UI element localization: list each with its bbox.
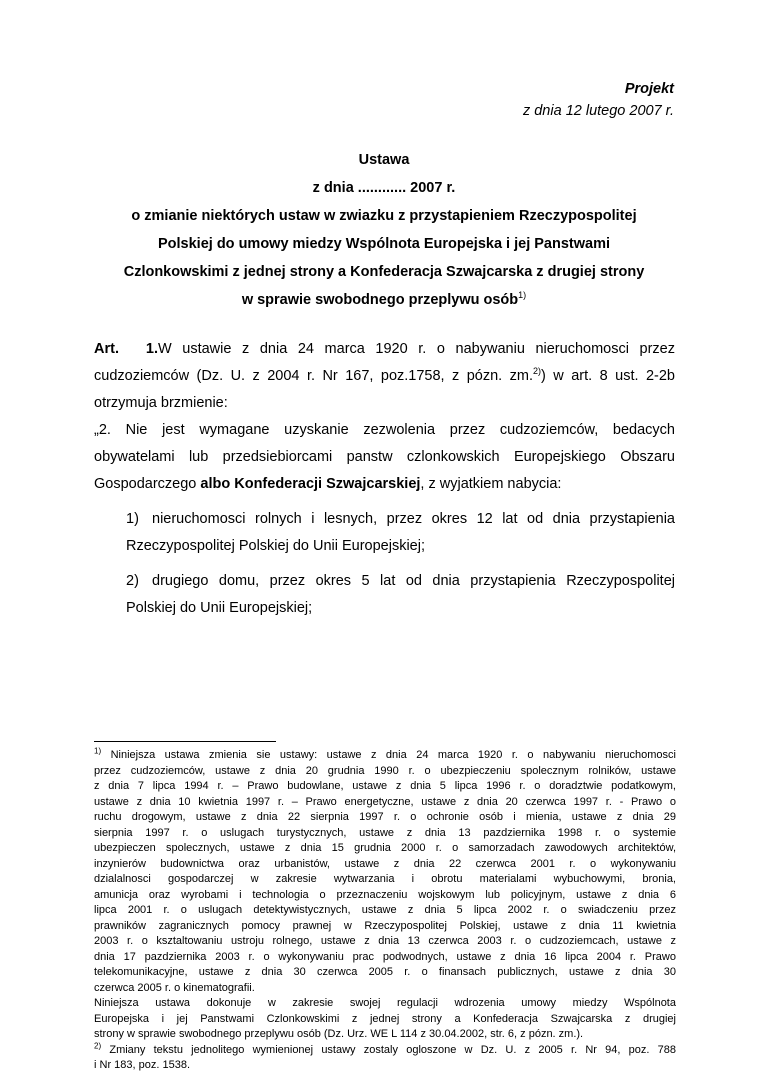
footnote-line: ruchu drogowym, ustawe z dnia 22 sierpnia 1997 r. o ochronie osób i mienia, ustawe z dnia 29 xyxy=(94,811,676,823)
footnote-ref-1: 1) xyxy=(518,290,527,301)
footnote-line xyxy=(94,748,676,764)
quote-line: obywatelami lub przedsiebiorcami panstw czlonkowskich Europejskiego Obszaru xyxy=(94,449,675,465)
footnote-line: ubezpieczen spolecznych, ustawe z dnia 15 grudnia 2000 r. o samorzadach zawodowych architektów, xyxy=(94,842,676,854)
intro-text-a: cudzoziemców (Dz. U. z 2004 r. Nr 167, poz.1758, z pózn. zm. xyxy=(94,368,534,384)
footnote-line: amunicja oraz wyrobami i technologia o przeznaczeniu wojskowym lub policyjnym, ustawe z dnia 6 xyxy=(94,888,676,901)
footnote-line: dzialalnosci gospodarczej w zakresie wytwarzania i obrotu materialami wybuchowymi, bronia, xyxy=(94,873,676,885)
footnote-line: Europejska i jej Panstwami Czlonkowskimi z jednej strony a Konfederacja Szwajcarska z drugiej xyxy=(94,1012,676,1025)
quote-line: „2. Nie jest wymagane uzyskanie zezwolenia przez cudzoziemców, bedacych xyxy=(94,422,675,438)
article-intro-text: W ustawie z dnia 24 marca 1920 r. o nabywaniu nieruchomosci przez xyxy=(158,341,675,357)
item-text: drugiego domu, przez okres 5 lat od dnia przystapienia Rzeczypospolitej xyxy=(152,573,675,589)
article-intro-line xyxy=(94,363,675,390)
quote-bold-text: albo Konfederacji Szwajcarskiej xyxy=(200,476,421,492)
footnote-separator xyxy=(94,741,276,742)
list-item-continuation: Polskiej do Unii Europejskiej; xyxy=(126,600,313,616)
act-title xyxy=(94,146,674,314)
footnote-text: Niniejsza ustawa zmienia sie ustawy: ustawe z dnia 24 marca 1920 r. o nabywaniu nieruchomosci xyxy=(110,749,676,761)
footnote-line: lipca 2001 r. o uslugach detektywistycznych, ustawe z dnia 5 lipca 2002 r. o swiadczeniu przez xyxy=(94,904,676,916)
footnote-line: sierpnia 1997 r. o uslugach turystycznych, ustawe z dnia 13 pazdziernika 1998 r. o systemie xyxy=(94,826,676,839)
footnote-ref-2: 2) xyxy=(533,366,542,377)
title-line: z dnia ............ 2007 r. xyxy=(312,180,456,196)
footnote-line: prawników zagranicznych pomocy prawnej w Rzeczypospolitej Polskiej, ustawe z dnia 11 kwietnia xyxy=(94,919,676,932)
title-line: Ustawa xyxy=(358,152,410,168)
list-item xyxy=(94,568,675,595)
list-item-continuation: Rzeczypospolitej Polskiej do Unii Europejskiej; xyxy=(126,538,425,554)
project-date: z dnia 12 lutego 2007 r. xyxy=(522,103,674,119)
footnote-line: Niniejsza ustawa dokonuje w zakresie swojej regulacji wdrozenia umowy miedzy Wspólnota xyxy=(94,997,676,1009)
article-intro-line xyxy=(94,336,675,363)
footnote-line: 2003 r. o ksztaltowaniu ustroju rolnego, ustawe z dnia 13 czerwca 2003 r. o cudzoziemcach, ustawe z xyxy=(94,935,676,947)
item-number: 1) xyxy=(126,511,139,527)
footnote-line: inzynierów budownictwa oraz urbanistów, ustawe z dnia 22 czerwca 2001 r. o wykonywaniu xyxy=(94,857,676,870)
footnote-line: telekomunikacyjne, ustawe z dnia 30 czerwca 2005 r. o finansach publicznych, ustawe z dnia 30 xyxy=(94,966,676,978)
quote-text-b: , z wyjatkiem nabycia: xyxy=(420,476,562,492)
footnote-line: z dnia 7 lipca 1994 r. – Prawo budowlane, ustawe z dnia 5 lipca 1996 r. o doradztwie podatkowym, xyxy=(94,780,676,792)
intro-text-b: ) w art. 8 ust. 2-2b xyxy=(541,368,675,384)
title-line-text: w sprawie swobodnego przeplywu osób xyxy=(241,292,519,308)
article-body xyxy=(94,336,675,622)
project-header xyxy=(523,78,674,122)
title-line: Polskiej do umowy miedzy Wspólnota Europejska i jej Panstwami xyxy=(157,236,611,252)
footnote-line: czerwca 2005 r. o kinematografii. xyxy=(94,981,255,994)
footnote-mark-1: 1) xyxy=(94,746,102,756)
footnote-line: przez cudzoziemców, ustawe z dnia 20 grudnia 1990 r. o ubezpieczeniu spolecznym rolników, ustawe xyxy=(94,764,676,777)
article-intro-line: otrzymuja brzmienie: xyxy=(94,395,228,411)
project-label: Projekt xyxy=(624,81,674,97)
footnote-line: strony w sprawie swobodnego przeplywu osób (Dz. Urz. WE L 114 z 30.04.2002, str. 6, z pózn. zm.). xyxy=(94,1028,584,1040)
title-line-last xyxy=(94,286,674,314)
footnote-text: Zmiany tekstu jednolitego wymienionej ustawy zostaly ogloszone w Dz. U. z 2005 r. Nr 94, poz. 788 xyxy=(109,1043,676,1056)
footnote-line: ustawe z dnia 10 kwietnia 1997 r. – Prawo energetyczne, ustawe z dnia 20 czerwca 1997 r. - Prawo o xyxy=(94,795,676,808)
quote-text-a: Gospodarczego xyxy=(94,476,201,492)
title-line: o zmianie niektórych ustaw w zwiazku z przystapieniem Rzeczypospolitej xyxy=(131,208,637,224)
footnotes xyxy=(94,748,676,1074)
footnote-mark-2: 2) xyxy=(94,1040,102,1050)
item-number: 2) xyxy=(126,573,139,589)
article-label: Art. 1. xyxy=(94,341,158,357)
footnote-line xyxy=(94,1040,676,1059)
quote-line xyxy=(94,471,675,498)
item-text: nieruchomosci rolnych i lesnych, przez okres 12 lat od dnia przystapienia xyxy=(152,511,675,527)
footnote-line: i Nr 183, poz. 1538. xyxy=(94,1059,191,1071)
list-item xyxy=(94,506,675,533)
title-line: Czlonkowskimi z jednej strony a Konfederacja Szwajcarska z drugiej strony xyxy=(123,264,645,280)
footnote-line: dnia 17 pazdziernika 2003 r. o wykonywaniu prac podwodnych, ustawe z dnia 16 lipca 2004 r. Prawo xyxy=(94,950,676,963)
